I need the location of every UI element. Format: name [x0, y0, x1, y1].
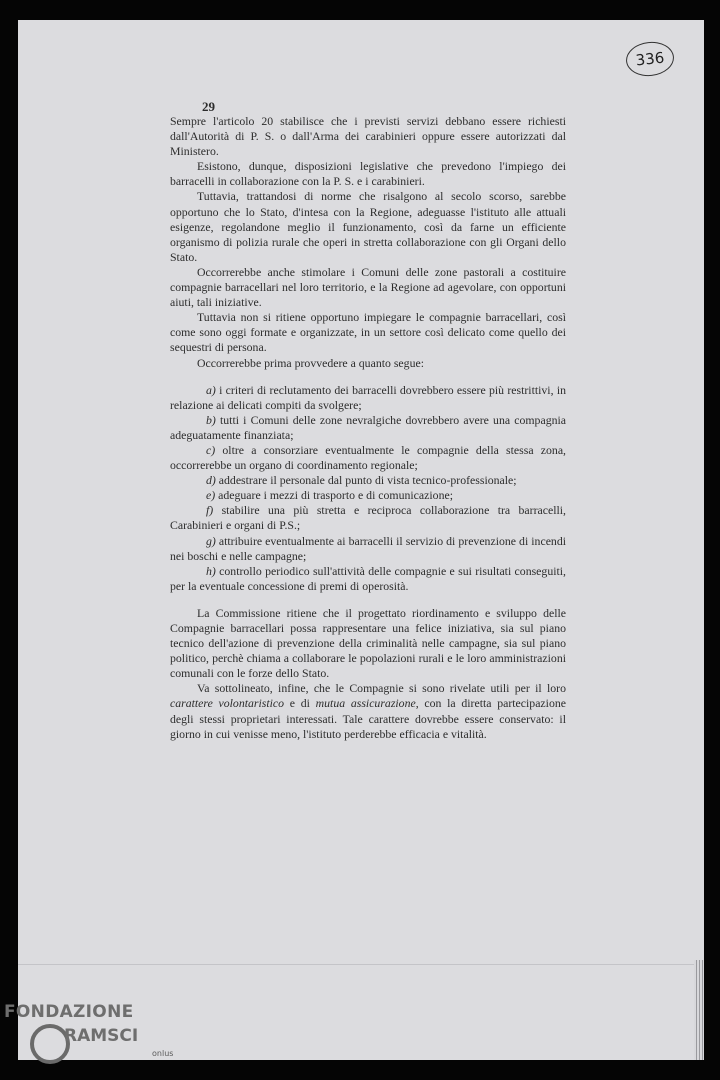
list-marker: a): [206, 382, 216, 397]
list-item: [170, 564, 566, 594]
list-item: [170, 534, 566, 564]
list-item: [170, 488, 566, 503]
watermark-line1: FONDAZIONE: [4, 1002, 134, 1022]
list-marker: d): [206, 473, 216, 488]
list-item-text: controllo periodico sull'attività delle compagnie e sui risultati conseguiti, per la eventuale concessione di premi di operosità.: [170, 563, 566, 593]
list-item-text: tutti i Comuni delle zone nevralgiche dovrebbero avere una compagnia adeguatamente finanziata;: [170, 412, 567, 442]
paragraph: Esistono, dunque, disposizioni legislative che prevedono l'impiego dei barracelli in collaborazione con la P. S. e i carabinieri.: [170, 159, 566, 189]
paragraph: Tuttavia non si ritiene opportuno impiegare le compagnie barracellari, così come sono oggi formate e organizzate, in un settore così delicato come quello dei sequestri di persona.: [170, 310, 566, 355]
list-item-text: addestrare il personale dal punto di vista tecnico-professionale;: [218, 473, 517, 488]
paragraph: La Commissione ritiene che il progettato riordinamento e sviluppo delle Compagnie barracellari possa rappresentare una felice iniziativa, sia sul piano tecnico dell'azione di prevenzione della criminalità nelle campagne, sia sul piano politico, perchè chiama a collaborare le popolazioni rurali e le loro amministrazioni comunali con le forze dello Stato.: [170, 605, 566, 681]
paragraph: Occorrerebbe prima provvedere a quanto segue:: [197, 355, 424, 370]
document-body: [170, 100, 566, 742]
list-marker: g): [206, 533, 216, 548]
list-item-text: oltre a consorziare eventualmente le compagnie della stessa zona, occorrerebbe un organo di coordinamento regionale;: [170, 442, 567, 473]
text-run: e di: [284, 696, 316, 711]
emphasis: carattere volontaristico: [170, 696, 285, 711]
list-item: [170, 473, 566, 488]
page-edge: [694, 960, 704, 1060]
list-item: [170, 383, 566, 413]
watermark-line2: RAMSCI: [64, 1026, 139, 1046]
paragraph: [170, 681, 566, 741]
list-marker: f): [206, 503, 214, 518]
list-item: [170, 503, 566, 533]
text-run: Va sottolineato, infine, che le Compagnie si sono rivelate utili per il loro: [197, 681, 566, 696]
list-marker: c): [206, 442, 216, 457]
list-marker: h): [206, 563, 216, 578]
emphasis: mutua assicurazione: [315, 696, 416, 711]
document-page: [18, 20, 704, 1060]
paragraph: Sempre l'articolo 20 stabilisce che i previsti servizi debbano essere richiesti dall'Autorità di P. S. o dall'Arma dei carabinieri oppure essere autorizzati dal Ministero.: [170, 114, 566, 159]
page-number: 29: [202, 99, 215, 114]
list-item: [170, 443, 566, 473]
list-item-text: adeguare i mezzi di trasporto e di comunicazione;: [218, 488, 453, 503]
watermark-logo: [4, 1000, 204, 1080]
list-item-text: i criteri di reclutamento dei barracelli dovrebbero essere più restrittivi, in relazione ai delicati compiti da svolgere;: [170, 382, 566, 412]
list-marker: b): [206, 412, 216, 427]
paragraph: Occorrerebbe anche stimolare i Comuni delle zone pastorali a costituire compagnie barracellari nel loro territorio, e la Regione ad agevolare, con opportuni aiuti, tali iniziative.: [170, 264, 566, 310]
paragraph: Tuttavia, trattandosi di norme che risalgono al secolo scorso, sarebbe opportuno che lo Stato, d'intesa con la Regione, adeguasse l'istituto alle attuali esigenze, regolandone meglio il funzionamento, così da farne un efficiente organismo di polizia rurale che operi in stretta collaborazione con gli Organi dello Stato.: [170, 189, 566, 264]
list-item-text: stabilire una più stretta e reciproca collaborazione tra barracelli, Carabinieri e organi di P.S.;: [170, 503, 566, 533]
archive-number-stamp: 336: [624, 40, 675, 79]
watermark-suffix: onlus: [152, 1049, 174, 1058]
list-item-text: attribuire eventualmente ai barracelli il servizio di prevenzione di incendi nei boschi e nelle campagne;: [170, 533, 566, 563]
text-run: , con la diretta partecipazione degli stessi proprietari interessati. Tale carattere dovrebbe essere conservato: il giorno in cui venisse meno, l'istituto perderebbe efficacia e vitalità.: [170, 696, 566, 741]
list-marker: e): [206, 488, 216, 503]
page-fold-line: [18, 964, 704, 965]
list-item: [170, 413, 566, 443]
